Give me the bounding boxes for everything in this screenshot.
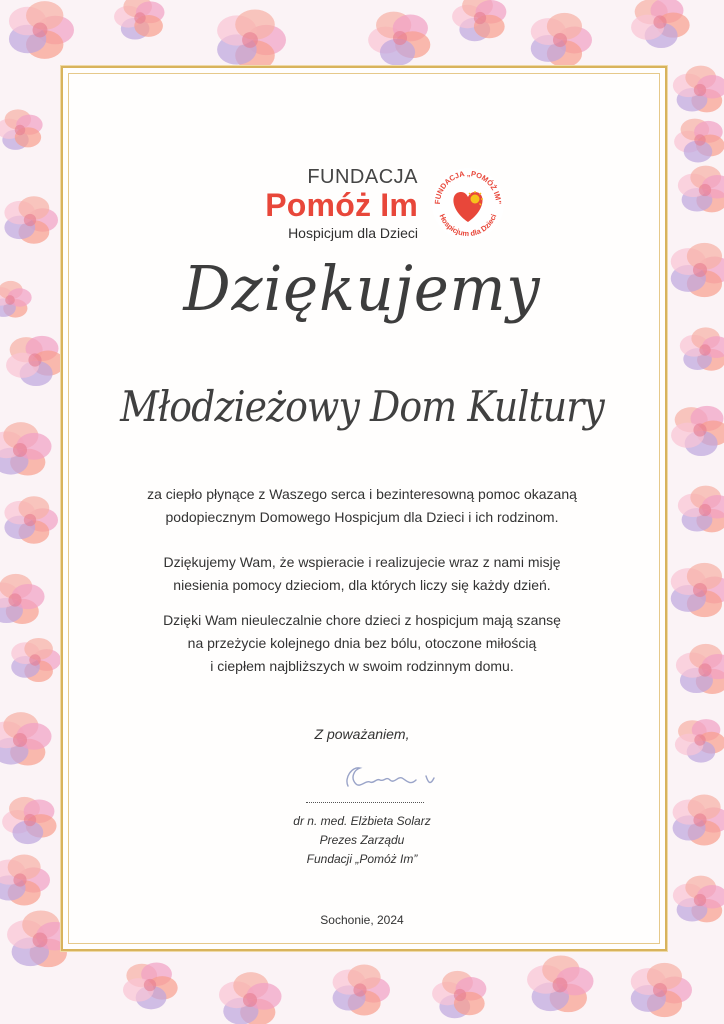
logo-fundacja-text: FUNDACJA	[307, 166, 418, 188]
thank-you-title: Dziękujemy	[183, 252, 541, 325]
flower-decoration	[678, 486, 724, 533]
heart-sun-icon	[430, 166, 506, 242]
signature-line	[306, 796, 424, 803]
paragraph-2-line-1: Dziękujemy Wam, że wspieracie i realizujecie wraz z nami misję	[163, 554, 561, 570]
flower-decoration	[6, 336, 65, 386]
flower-decoration	[4, 496, 58, 543]
flower-decoration	[114, 0, 164, 40]
flower-decoration	[674, 119, 724, 163]
handwritten-signature	[330, 756, 450, 800]
flower-decoration	[678, 166, 724, 213]
flower-decoration	[0, 109, 43, 150]
logo-name-text: Pomóż Im	[265, 187, 418, 223]
flower-decoration	[9, 1, 74, 59]
paragraph-1-line-1: za ciepło płynące z Waszego serca i bezinteresowną pomoc okazaną	[147, 486, 577, 502]
paragraph-3	[100, 609, 624, 678]
flower-decoration	[452, 0, 506, 41]
signatory-block	[0, 812, 724, 869]
flower-decoration	[673, 66, 724, 113]
logo-subtitle-text: Hospicjum dla Dzieci	[288, 225, 418, 241]
signatory-role: Prezes Zarządu	[319, 833, 405, 847]
flower-decoration	[671, 563, 724, 617]
flower-decoration	[4, 196, 58, 243]
signatory-name: dr n. med. Elżbieta Solarz	[293, 814, 431, 828]
paragraph-2-line-2: niesienia pomocy dzieciom, dla których liczy się każdy dzień.	[173, 577, 551, 593]
flower-decoration	[11, 638, 61, 682]
paragraph-1-line-2: podopiecznym Domowego Hospicjum dla Dzieci i ich rodzinom.	[165, 509, 559, 525]
flower-decoration	[123, 962, 178, 1009]
badge-top-text: FUNDACJA „POMÓŻ IM”	[432, 168, 504, 205]
foundation-logo	[228, 166, 418, 242]
badge-bottom-text: Hospicjum dla Dzieci	[437, 212, 499, 239]
flower-decoration	[432, 971, 486, 1018]
place-and-date: Sochonie, 2024	[320, 913, 404, 927]
paragraph-3-line-2: na przeżycie kolejnego dnia bez bólu, otoczone miłością	[187, 635, 537, 651]
closing-salutation: Z poważaniem,	[314, 726, 410, 742]
flower-decoration	[219, 972, 282, 1024]
flower-decoration	[531, 13, 592, 67]
flower-decoration	[217, 9, 286, 70]
flower-decoration	[368, 12, 430, 66]
signatory-organization: Fundacji „Pomóż Im”	[306, 852, 418, 866]
paragraph-2	[100, 551, 624, 597]
flower-decoration	[676, 644, 724, 694]
paragraph-3-line-1: Dzięki Wam nieuleczalnie chore dzieci z hospicjum mają szansę	[163, 612, 561, 628]
flower-decoration	[333, 965, 390, 1016]
flower-decoration	[680, 327, 724, 370]
paragraph-1	[100, 483, 624, 529]
recipient-name: Młodzieżowy Dom Kultury	[120, 382, 604, 431]
flower-decoration	[631, 963, 692, 1017]
flower-decoration	[527, 955, 593, 1012]
paragraph-3-line-3: i ciepłem najbliższych w swoim rodzinnym domu.	[210, 658, 514, 674]
flower-decoration	[0, 574, 45, 624]
flower-decoration	[631, 0, 690, 48]
